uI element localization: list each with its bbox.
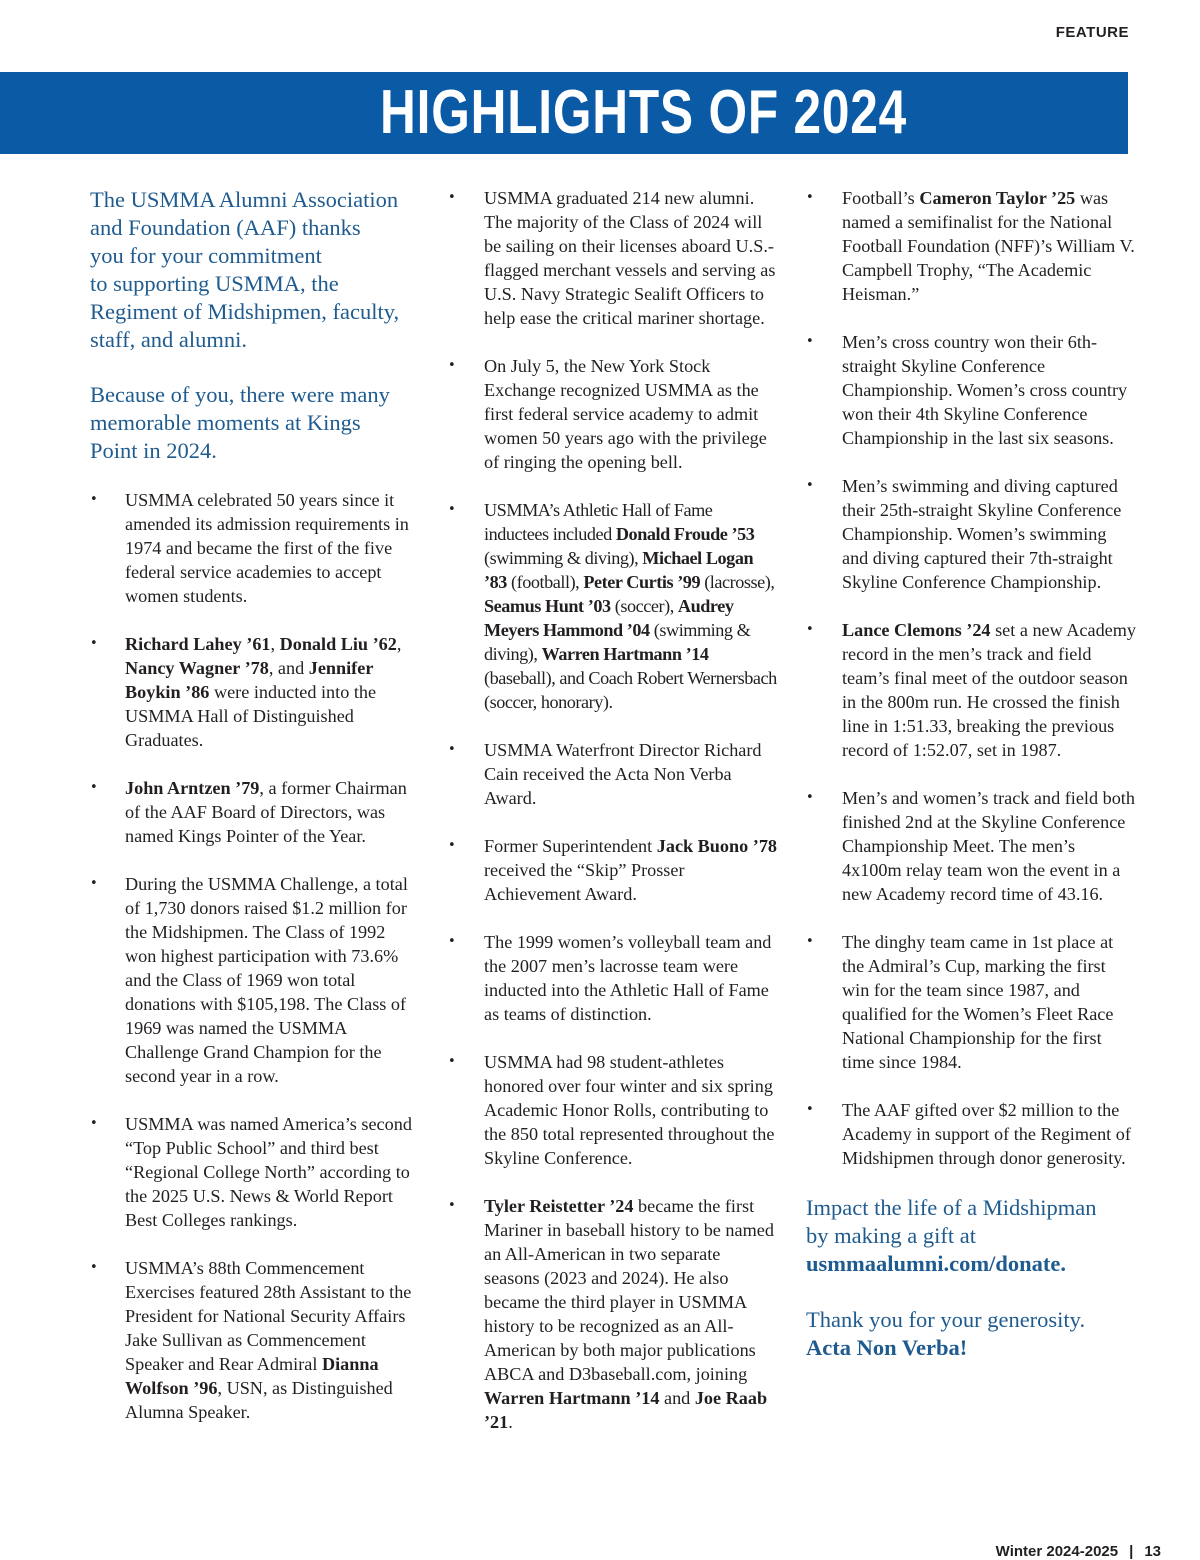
motto-text: Acta Non Verba! bbox=[806, 1335, 968, 1360]
highlight-text: , and bbox=[268, 658, 309, 678]
highlight-text: (swimming & diving), bbox=[484, 548, 643, 568]
highlight-item bbox=[806, 930, 1136, 1074]
honoree-name: Donald Liu ’62 bbox=[279, 634, 397, 654]
highlight-item bbox=[90, 872, 420, 1088]
highlight-item bbox=[448, 834, 778, 906]
highlight-text: USMMA’s 88th Commencement Exercises featured 28th Assistant to the President for National Security Affairs Jake Sullivan as Commencement Speaker and Rear Admiral bbox=[125, 1258, 412, 1374]
highlight-text: (baseball), and Coach Robert Wernersbach (soccer, honorary). bbox=[484, 668, 777, 712]
highlight-text: , USN, as Distinguished Alumna Speaker. bbox=[125, 1378, 393, 1422]
honoree-name: Richard Lahey ’61 bbox=[125, 634, 271, 654]
intro-paragraph: The USMMA Alumni Association and Foundation (AAF) thanks you for your commitment to supporting USMMA, the Regiment of Midshipmen, faculty, staff, and alumni. bbox=[90, 187, 400, 352]
highlight-text: The dinghy team came in 1st place at the Admiral’s Cup, marking the first win for the team since 1987, and qualified for the Women’s Fleet Race National Championship for the first time since 1984. bbox=[842, 932, 1114, 1072]
highlight-item bbox=[90, 776, 420, 848]
highlight-item bbox=[448, 1050, 778, 1170]
bullet-icon: • bbox=[448, 934, 456, 949]
highlight-text: were inducted into the USMMA Hall of Distinguished Graduates. bbox=[125, 682, 377, 750]
highlight-text: , bbox=[270, 634, 280, 654]
highlight-item bbox=[448, 354, 778, 474]
highlight-text: . bbox=[508, 1412, 513, 1432]
thanks-text: Thank you for your generosity. bbox=[806, 1307, 1086, 1332]
highlight-item bbox=[806, 618, 1136, 762]
highlight-text: , a former Chairman of the AAF Board of Directors, was named Kings Pointer of the Year. bbox=[125, 778, 407, 846]
highlight-item bbox=[448, 930, 778, 1026]
highlight-item bbox=[806, 1098, 1136, 1170]
highlight-text: was named a semifinalist for the National Football Foundation (NFF)’s William V. Campbell Trophy, “The Academic Heisman.” bbox=[842, 188, 1135, 304]
highlight-item bbox=[448, 1194, 778, 1434]
highlight-text: On July 5, the New York Stock Exchange recognized USMMA as the first federal service academy to admit women 50 years ago with the privilege of ringing the opening bell. bbox=[484, 356, 767, 472]
bullet-icon: • bbox=[448, 358, 456, 373]
bullet-icon: • bbox=[806, 478, 814, 493]
bullet-icon: • bbox=[90, 876, 98, 891]
bullet-icon: • bbox=[448, 1198, 456, 1213]
highlight-text: USMMA’s Athletic Hall of Fame inductees included bbox=[484, 500, 713, 544]
bullet-icon: • bbox=[448, 502, 456, 517]
highlight-text: became the first Mariner in baseball history to be named an All-American in two separate seasons (2023 and 2024). He also became the third player in USMMA history to be recognized as an All-American by both major publications ABCA and D3baseball.com, joining bbox=[484, 1196, 774, 1384]
bullet-icon: • bbox=[90, 1260, 98, 1275]
highlight-text: Former Superintendent bbox=[484, 836, 657, 856]
bullet-icon: • bbox=[806, 790, 814, 805]
donate-callout bbox=[806, 1194, 1136, 1278]
highlight-item bbox=[806, 786, 1136, 906]
highlight-item bbox=[448, 498, 778, 714]
highlight-item bbox=[448, 738, 778, 810]
highlight-text: Men’s swimming and diving captured their 25th-straight Skyline Conference Championship. Women’s swimming and diving captured their 7th-straight Skyline Conference Championship. bbox=[842, 476, 1122, 592]
honoree-name: Warren Hartmann ’14 bbox=[484, 1388, 660, 1408]
page-footer bbox=[996, 1543, 1161, 1560]
highlight-item bbox=[90, 1256, 420, 1424]
highlight-text: USMMA was named America’s second “Top Public School” and third best “Regional College North” according to the 2025 U.S. News & World Report Best Colleges rankings. bbox=[125, 1114, 412, 1230]
bullet-icon: • bbox=[806, 934, 814, 949]
highlight-text: (lacrosse), bbox=[700, 572, 775, 592]
highlight-text: USMMA celebrated 50 years since it amended its admission requirements in 1974 and became the first of the five federal service academies to accept women students. bbox=[125, 490, 409, 606]
honoree-name: Tyler Reistetter ’24 bbox=[484, 1196, 634, 1216]
donate-link[interactable]: usmmaalumni.com/donate. bbox=[806, 1251, 1067, 1276]
highlight-text: USMMA graduated 214 new alumni. The majority of the Class of 2024 will be sailing on their licenses aboard U.S.-flagged merchant vessels and serving as U.S. Navy Strategic Sealift Officers to help ease the critical mariner shortage. bbox=[484, 188, 776, 328]
honoree-name: Joe Raab ’21 bbox=[484, 1388, 768, 1432]
highlights-list bbox=[90, 488, 420, 1424]
bullet-icon: • bbox=[806, 1102, 814, 1117]
honoree-name: Jennifer Boykin ’86 bbox=[125, 658, 374, 702]
highlights-list bbox=[448, 186, 778, 1434]
honoree-name: Donald Froude ’53 bbox=[615, 524, 755, 544]
bullet-icon: • bbox=[90, 1116, 98, 1131]
honoree-name: Lance Clemons ’24 bbox=[842, 620, 991, 640]
highlight-item bbox=[806, 186, 1136, 306]
honoree-name: Michael Logan ’83 bbox=[484, 548, 754, 592]
highlight-text: USMMA Waterfront Director Richard Cain received the Acta Non Verba Award. bbox=[484, 740, 762, 808]
honoree-name: Seamus Hunt ’03 bbox=[484, 596, 611, 616]
bullet-icon: • bbox=[806, 334, 814, 349]
honoree-name: Audrey Meyers Hammond ’04 bbox=[484, 596, 734, 640]
bullet-icon: • bbox=[90, 492, 98, 507]
bullet-icon: • bbox=[448, 190, 456, 205]
highlight-text: The 1999 women’s volleyball team and the 2007 men’s lacrosse team were inducted into the Athletic Hall of Fame as teams of distinction. bbox=[484, 932, 772, 1024]
highlight-text: USMMA had 98 student-athletes honored over four winter and six spring Academic Honor Rolls, contributing to the 850 total represented throughout the Skyline Conference. bbox=[484, 1052, 775, 1168]
bullet-icon: • bbox=[90, 780, 98, 795]
bullet-icon: • bbox=[448, 1054, 456, 1069]
highlight-text: Men’s cross country won their 6th-straight Skyline Conference Championship. Women’s cross country won their 4th Skyline Conference Championship in the last six seasons. bbox=[842, 332, 1128, 448]
honoree-name: Peter Curtis ’99 bbox=[583, 572, 701, 592]
callout-text: by making a gift at bbox=[806, 1223, 976, 1248]
thanks-callout bbox=[806, 1306, 1136, 1362]
highlight-text: (swimming & diving), bbox=[484, 620, 751, 664]
highlight-item bbox=[90, 1112, 420, 1232]
honoree-name: John Arntzen ’79 bbox=[125, 778, 260, 798]
intro-paragraph: Because of you, there were many memorable moments at Kings Point in 2024. bbox=[90, 382, 390, 463]
highlights-list bbox=[806, 186, 1136, 1170]
honoree-name: Jack Buono ’78 bbox=[656, 836, 778, 856]
highlight-text: Football’s bbox=[842, 188, 920, 208]
highlight-text: set a new Academy record in the men’s track and field team’s final meet of the outdoor season in the 800m run. He crossed the finish line in 1:51.33, breaking the previous record of 1:52.07, set in 1987. bbox=[842, 620, 1136, 760]
bullet-icon: • bbox=[448, 742, 456, 757]
highlight-text: (soccer), bbox=[610, 596, 678, 616]
honoree-name: Warren Hartmann ’14 bbox=[541, 644, 709, 664]
highlight-item bbox=[806, 474, 1136, 594]
footer-separator: | bbox=[1129, 1543, 1134, 1560]
highlight-item bbox=[448, 186, 778, 330]
highlight-item bbox=[90, 632, 420, 752]
highlight-item bbox=[806, 330, 1136, 450]
highlight-text: The AAF gifted over $2 million to the Academy in support of the Regiment of Midshipmen through donor generosity. bbox=[842, 1100, 1131, 1168]
highlight-item bbox=[90, 488, 420, 608]
bullet-icon: • bbox=[806, 622, 814, 637]
highlight-text: Men’s and women’s track and field both finished 2nd at the Skyline Conference Championship Meet. The men’s 4x100m relay team won the event in a new Academy record time of 43.16. bbox=[842, 788, 1135, 904]
bullet-icon: • bbox=[806, 190, 814, 205]
bullet-icon: • bbox=[448, 838, 456, 853]
highlight-text: , bbox=[396, 634, 402, 654]
column-right bbox=[806, 186, 1136, 1362]
page-title: HIGHLIGHTS OF 2024 bbox=[380, 78, 908, 147]
issue-label: Winter 2024-2025 bbox=[995, 1543, 1119, 1560]
callout-text: Impact the life of a Midshipman bbox=[806, 1195, 1097, 1220]
honoree-name: Cameron Taylor ’25 bbox=[919, 188, 1076, 208]
honoree-name: Nancy Wagner ’78 bbox=[125, 658, 269, 678]
page-number: 13 bbox=[1144, 1543, 1161, 1560]
highlight-text: and bbox=[659, 1388, 695, 1408]
column-middle bbox=[448, 186, 778, 1458]
bullet-icon: • bbox=[90, 636, 98, 651]
highlight-text: received the “Skip” Prosser Achievement Award. bbox=[484, 860, 685, 904]
title-banner bbox=[0, 72, 1128, 154]
highlight-text: During the USMMA Challenge, a total of 1,730 donors raised $1.2 million for the Midshipmen. The Class of 1992 won highest participation with 73.6% and the Class of 1969 won total donations with $105,198. The Class of 1969 was named the USMMA Challenge Grand Champion for the second year in a row. bbox=[125, 874, 408, 1086]
honoree-name: Dianna Wolfson ’96 bbox=[125, 1354, 379, 1398]
column-left bbox=[90, 186, 420, 1448]
section-label: FEATURE bbox=[1055, 24, 1129, 41]
highlight-text: (football), bbox=[506, 572, 584, 592]
